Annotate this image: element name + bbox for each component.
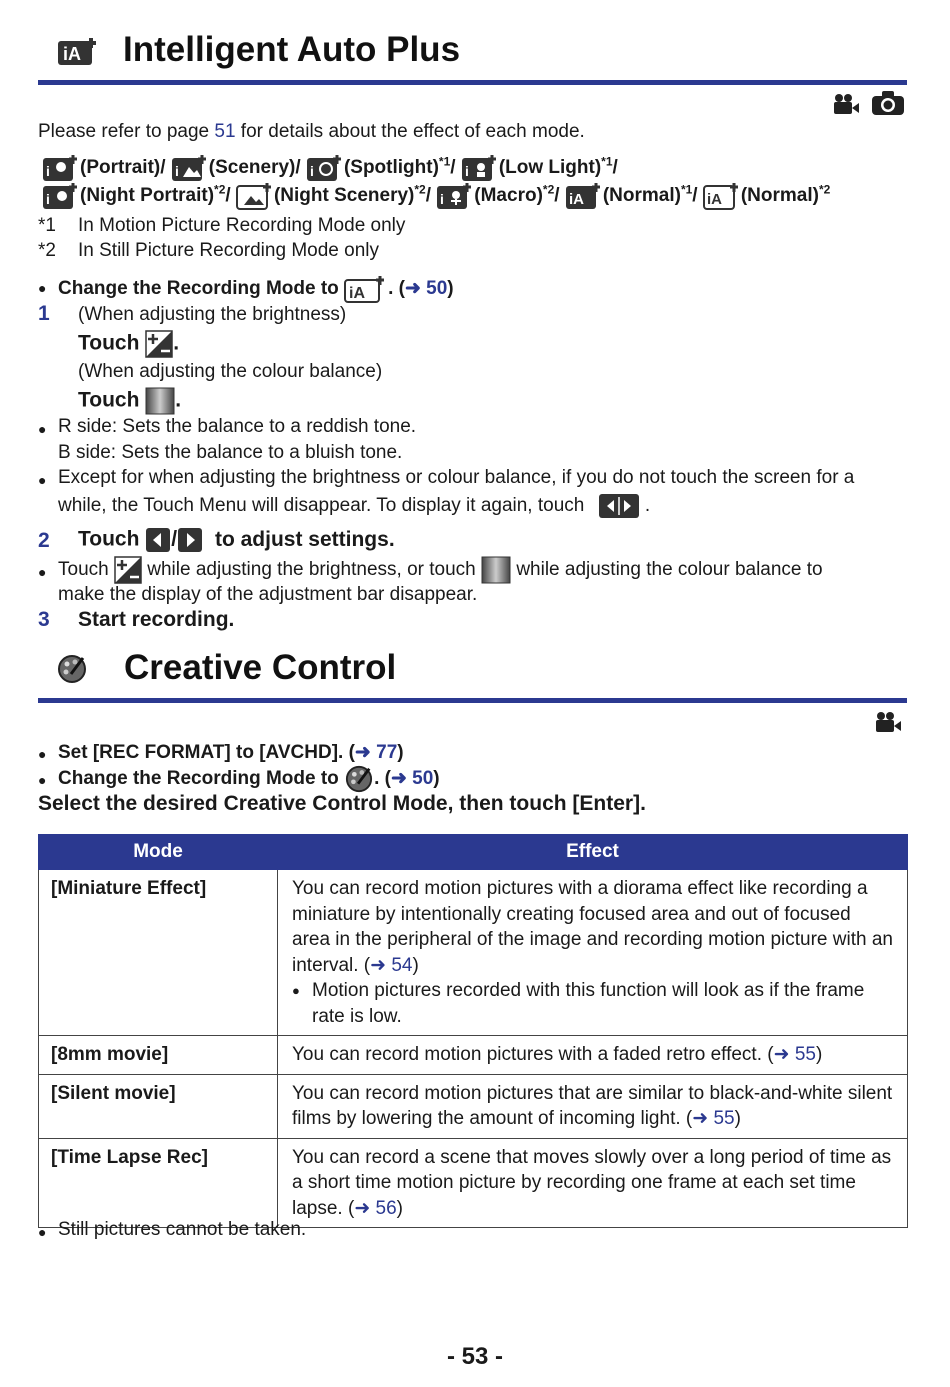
- period: .: [175, 388, 182, 412]
- table-row: [39, 1074, 908, 1138]
- section2-rule: [38, 698, 907, 703]
- ref-close: ): [412, 954, 419, 976]
- separator: /: [692, 185, 698, 207]
- movie-camera-icon: [832, 92, 860, 116]
- effect-text: You can record motion pictures that are similar to black-and-white silent films by lowering the amount of incoming light. (: [292, 1082, 893, 1129]
- note-mark: *1: [438, 154, 451, 169]
- night-portrait-icon: [42, 182, 80, 210]
- prep-change-mode-2: [58, 765, 440, 793]
- period: .: [644, 495, 651, 517]
- instruction: Select the desired Creative Control Mode, then touch [Enter].: [38, 792, 646, 815]
- low-light-icon: [461, 154, 499, 182]
- prep-change-mode: [58, 275, 454, 303]
- note-text: In Motion Picture Recording Mode only: [78, 215, 406, 236]
- table-row: [39, 870, 908, 1036]
- step-2-text: [78, 527, 395, 553]
- header-mode: Mode: [39, 835, 278, 870]
- effect-text: You can record motion pictures with a faded retro effect. (: [292, 1044, 774, 1065]
- mode-night-scenery: (Night Scenery): [273, 185, 415, 207]
- prep-rec-format: [58, 741, 404, 764]
- period: .: [173, 331, 180, 355]
- colour-balance-icon[interactable]: [481, 556, 511, 584]
- mode-normal-still: (Normal): [740, 185, 819, 207]
- page-50-link[interactable]: 50: [412, 768, 434, 790]
- note-mark: *2: [542, 182, 555, 197]
- touch-label: Touch: [58, 559, 109, 581]
- svg-text:i: i: [46, 163, 50, 179]
- bullet-except-line1: Except for when adjusting the brightness or colour balance, if you do not touch the screen for a: [58, 467, 855, 488]
- creative-control-table: [38, 834, 908, 1228]
- bullet-except-text: while, the Touch Menu will disappear. To display it again, touch: [58, 495, 585, 517]
- normal-still-icon: [703, 182, 741, 210]
- ia-plus-title-icon: [57, 36, 101, 72]
- normal-movie-icon: [565, 182, 603, 210]
- movie-mode-indicator: [874, 710, 902, 740]
- step-3-text: Start recording.: [78, 608, 235, 631]
- svg-text:iA: iA: [568, 191, 584, 208]
- step-2-bullet-line2: make the display of the adjustment bar disappear.: [58, 584, 478, 605]
- step-1-colour-label: (When adjusting the colour balance): [78, 361, 383, 382]
- mode-spotlight: (Spotlight): [343, 157, 439, 179]
- mode-scenery: (Scenery)/: [208, 157, 301, 179]
- page-77-link[interactable]: 77: [376, 742, 398, 763]
- note-mark: *2: [414, 182, 426, 197]
- ref-close: ): [815, 1044, 823, 1065]
- bullet-icon: ●: [38, 421, 47, 437]
- effect-text: You can record a scene that moves slowly over a long period of time as a short time motion picture by recording one frame at each set time lapse. (: [292, 1146, 892, 1219]
- modes-line-2: [42, 182, 830, 210]
- ref-close: ): [433, 768, 440, 790]
- effect-note: ● Motion pictures recorded with this function will look as if the frame rate is low.: [292, 978, 893, 1029]
- table-row: [39, 1036, 908, 1075]
- right-arrow-icon[interactable]: [177, 527, 203, 553]
- header-effect: Effect: [278, 835, 908, 870]
- ia-plus-icon: [344, 275, 388, 303]
- portrait-icon: [42, 154, 80, 182]
- step-3-number: 3: [38, 608, 50, 631]
- prep-text: Change the Recording Mode to: [58, 278, 339, 300]
- separator: /: [450, 157, 456, 179]
- touch-label: Touch: [78, 527, 140, 551]
- prep1-text: Set [REC FORMAT] to [AVCHD]. (: [58, 742, 355, 763]
- scenery-icon: [171, 154, 209, 182]
- bullet-icon: ●: [38, 472, 47, 488]
- page-51-link[interactable]: 51: [214, 121, 236, 142]
- still-camera-icon: [871, 90, 905, 116]
- svg-text:i: i: [174, 163, 179, 179]
- step-1-number: 1: [38, 302, 50, 325]
- intro-prefix: Please refer to page: [38, 121, 215, 142]
- mode-cell: [Miniature Effect]: [39, 870, 278, 1036]
- section1-rule: [38, 80, 907, 85]
- night-scenery-icon: [236, 182, 274, 210]
- mode-low-light: (Low Light): [498, 157, 602, 179]
- svg-text:iA: iA: [63, 44, 81, 64]
- step-2-bullet-mid: while adjusting the brightness, or touch: [147, 559, 476, 581]
- effect-cell: [278, 870, 908, 1036]
- ref-arrow: ➜: [773, 1044, 790, 1065]
- section1-title: Intelligent Auto Plus: [123, 30, 461, 69]
- note-text: In Still Picture Recording Mode only: [78, 240, 379, 261]
- page-55-link[interactable]: 55: [713, 1108, 735, 1129]
- bullet-icon: ●: [38, 772, 47, 788]
- svg-text:i: i: [309, 163, 314, 179]
- bullet-except-line2: [58, 493, 650, 519]
- bullet-icon: ●: [38, 564, 47, 580]
- bullet-icon: ●: [38, 280, 47, 296]
- note-mark: *2: [214, 182, 226, 197]
- mode-indicator-icons: [832, 90, 905, 122]
- separator: /: [225, 185, 231, 207]
- ref-close: ): [397, 742, 404, 763]
- colour-balance-icon[interactable]: [145, 387, 175, 415]
- ref-close: ): [734, 1108, 741, 1129]
- mode-cell: [Time Lapse Rec]: [39, 1138, 278, 1228]
- footnote: Still pictures cannot be taken.: [58, 1219, 307, 1240]
- separator: /: [554, 185, 560, 207]
- slash: /: [171, 527, 178, 551]
- modes-line-1: [42, 154, 618, 182]
- brightness-icon[interactable]: [114, 556, 142, 584]
- step-2-bullet-end: while adjusting the colour balance to: [516, 559, 823, 581]
- ref-arrow: ➜: [354, 742, 371, 763]
- step-1-touch-brightness: [78, 330, 179, 358]
- step-2-number: 2: [38, 529, 50, 552]
- spotlight-icon: [306, 154, 344, 182]
- page-54-link[interactable]: 54: [391, 954, 413, 976]
- note-mark: *1: [680, 182, 693, 197]
- mode-cell: [Silent movie]: [39, 1074, 278, 1138]
- bullet-icon: ●: [38, 1224, 47, 1240]
- ref-close: ): [447, 278, 454, 300]
- creative-control-icon: [344, 765, 374, 793]
- table-row: [39, 1138, 908, 1228]
- mode-normal-movie: (Normal): [602, 185, 681, 207]
- note-mark: *2: [818, 182, 831, 197]
- step-1-brightness-label: (When adjusting the brightness): [78, 304, 347, 325]
- bullet-r-side: R side: Sets the balance to a reddish tone.: [58, 416, 417, 437]
- effect-cell: [278, 1138, 908, 1228]
- macro-icon: [436, 182, 474, 210]
- note-mark: *1: [38, 215, 56, 236]
- effect-cell: [278, 1036, 908, 1075]
- effect-text: You can record motion pictures with a diorama effect like recording a miniature by intentionally creating focused area and out of focused area in the peripheral of the image and recording motion picture with an interval. (: [292, 878, 893, 976]
- brightness-icon[interactable]: [145, 330, 173, 358]
- effect-cell: [278, 1074, 908, 1138]
- movie-camera-icon: [874, 710, 902, 734]
- creative-control-title-icon: [57, 654, 87, 690]
- ref-open: . (: [374, 768, 391, 790]
- touch-label: Touch: [78, 331, 140, 355]
- note-mark: *1: [601, 154, 613, 169]
- intro-suffix: for details about the effect of each mode.: [235, 121, 585, 142]
- left-arrow-icon[interactable]: [145, 527, 171, 553]
- ref-close: ): [396, 1197, 403, 1219]
- svg-text:iA: iA: [706, 191, 722, 208]
- page-56-link[interactable]: 56: [375, 1197, 397, 1219]
- note-2: [38, 240, 379, 262]
- mode-cell: [8mm movie]: [39, 1036, 278, 1075]
- prep2-text: Change the Recording Mode to: [58, 768, 339, 790]
- page-number: - 53 -: [446, 1343, 503, 1370]
- mode-portrait: (Portrait)/: [80, 157, 166, 179]
- ref-open: . (: [388, 278, 405, 300]
- bullet-icon: ●: [38, 746, 47, 762]
- step-1-touch-colour: [78, 387, 181, 415]
- page-55-link[interactable]: 55: [794, 1044, 816, 1065]
- menu-toggle-icon[interactable]: [598, 493, 640, 519]
- ref-arrow: ➜: [390, 768, 407, 790]
- bullet-b-side: B side: Sets the balance to a bluish tone.: [58, 442, 403, 463]
- separator: /: [425, 185, 431, 207]
- ref-arrow: ➜: [692, 1108, 709, 1129]
- mode-macro: (Macro): [474, 185, 543, 207]
- ref-arrow: ➜: [354, 1197, 371, 1219]
- note-mark: *2: [38, 240, 56, 261]
- touch-label: Touch: [78, 388, 140, 412]
- svg-text:i: i: [440, 191, 445, 207]
- page-50-link[interactable]: 50: [426, 278, 448, 300]
- mode-night-portrait: (Night Portrait): [80, 185, 215, 207]
- separator: /: [612, 157, 618, 179]
- svg-text:iA: iA: [349, 285, 366, 302]
- ref-arrow: ➜: [370, 954, 387, 976]
- svg-text:i: i: [464, 163, 469, 179]
- table-header-row: [39, 835, 908, 870]
- intro-text: [38, 121, 585, 143]
- section2-title: Creative Control: [124, 648, 397, 687]
- step-2-label: to adjust settings.: [214, 527, 395, 551]
- ref-arrow: ➜: [404, 278, 421, 300]
- svg-text:i: i: [46, 191, 50, 207]
- step-2-bullet-line1: [58, 556, 823, 584]
- note-1: [38, 215, 405, 237]
